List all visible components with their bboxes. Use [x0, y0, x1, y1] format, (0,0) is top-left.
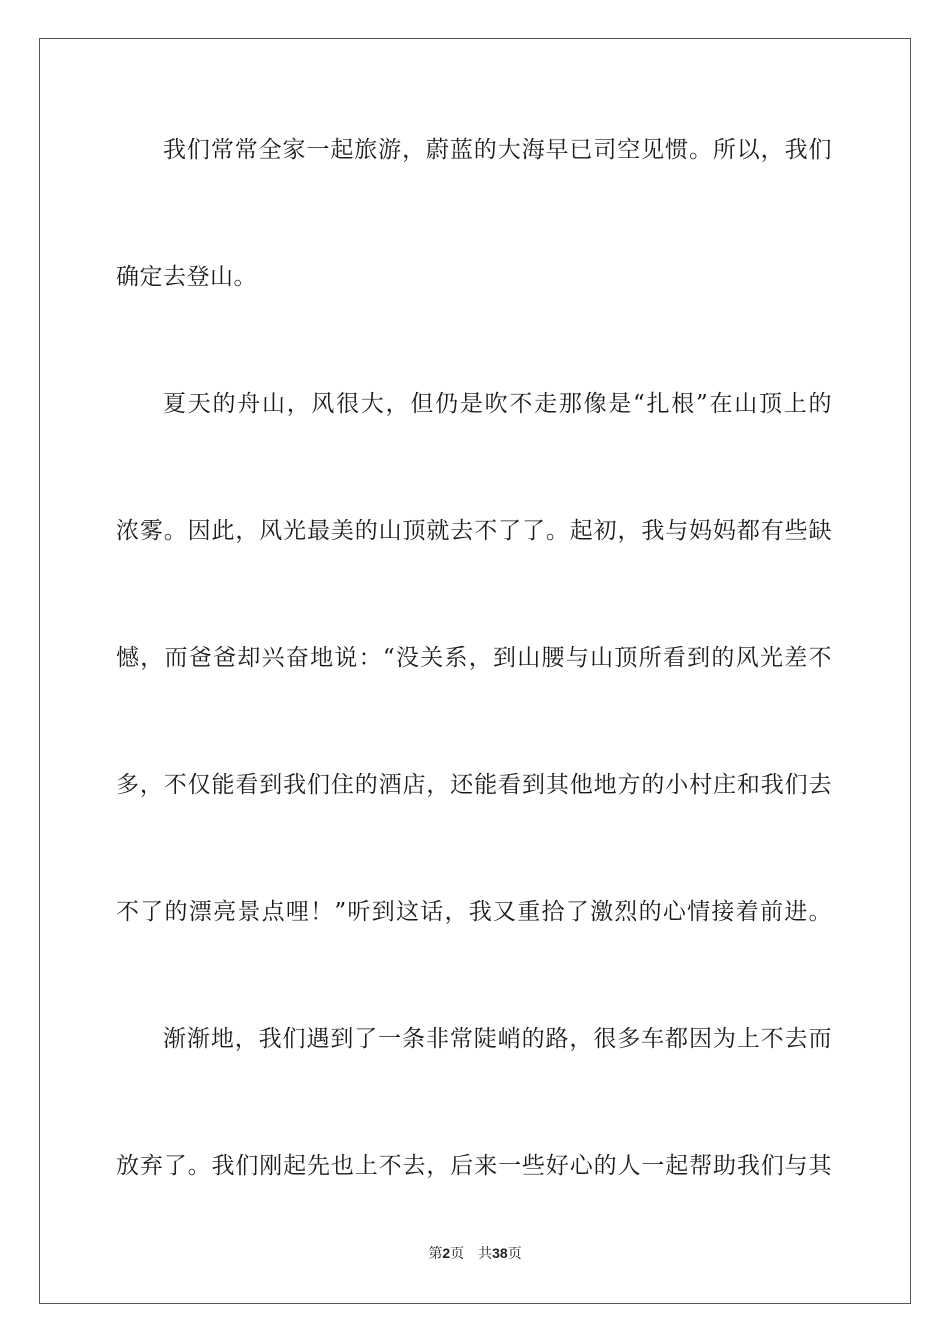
- total-suffix: 页: [507, 1246, 522, 1262]
- document-body: [116, 118, 832, 1261]
- text-line: 夏天的舟山，风很大，但仍是吹不走那像是“扎根”在山顶上的: [163, 391, 832, 417]
- page-prefix: 第: [428, 1246, 443, 1262]
- text-line: 确定去登山。: [116, 264, 257, 290]
- text-line: 多，不仅能看到我们住的酒店，还能看到其他地方的小村庄和我们去: [116, 772, 832, 798]
- text-line: 放弃了。我们刚起先也上不去，后来一些好心的人一起帮助我们与其: [116, 1153, 832, 1179]
- text-line: 浓雾。因此，风光最美的山顶就去不了了。起初，我与妈妈都有些缺: [116, 518, 832, 544]
- page-number: 2: [442, 1245, 451, 1261]
- page-suffix: 页: [450, 1246, 465, 1262]
- total-pages: 38: [492, 1245, 508, 1261]
- text-line: 我们常常全家一起旅游，蔚蓝的大海早已司空见惯。所以，我们: [163, 137, 832, 163]
- page-footer: [0, 1243, 950, 1263]
- text-line: 不了的漂亮景点哩！”听到这话，我又重拾了激烈的心情接着前进。: [116, 899, 832, 925]
- text-line: 憾，而爸爸却兴奋地说：“没关系，到山腰与山顶所看到的风光差不: [116, 645, 832, 671]
- total-prefix: 共: [478, 1246, 493, 1262]
- text-line: 渐渐地，我们遇到了一条非常陡峭的路，很多车都因为上不去而: [163, 1026, 832, 1052]
